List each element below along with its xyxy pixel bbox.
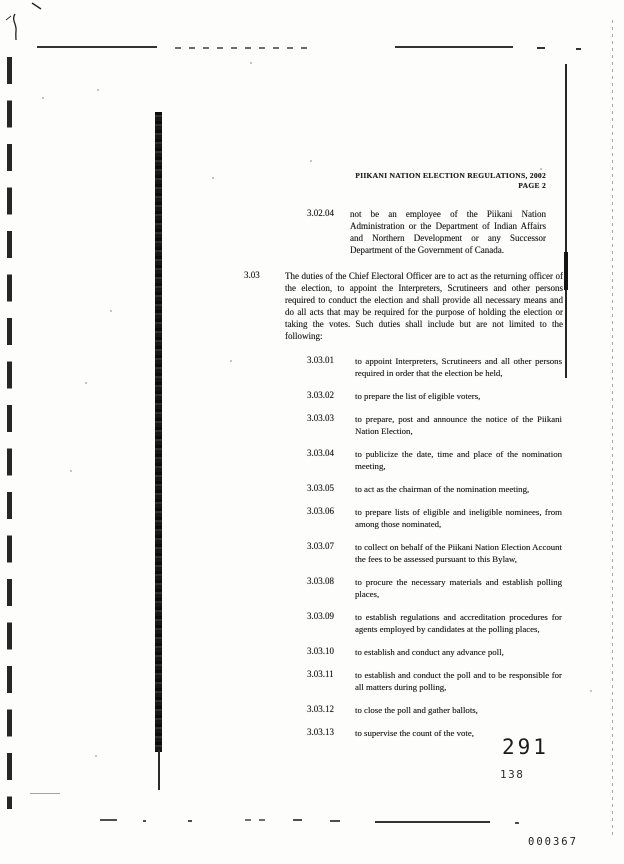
bottom-dash-a [30, 793, 60, 794]
clause-number: 3.02.04 [307, 208, 334, 218]
subclause-row [0, 413, 624, 437]
bottom-dash-f [293, 819, 302, 821]
bottom-dash-e [245, 819, 273, 821]
subclause-text: to prepare lists of eligible and ineligible nominees, from among those nominated, [355, 507, 562, 529]
scan-speck [212, 177, 214, 179]
page-header [355, 171, 546, 191]
subclause-number: 3.03.08 [307, 576, 334, 586]
pen-squiggle-mark [2, 0, 48, 44]
bottom-dash-b [100, 819, 117, 821]
subclause-number: 3.03.01 [307, 355, 334, 365]
scan-speck [42, 97, 44, 99]
top-scan-line-right [395, 46, 513, 48]
subclause-row [0, 355, 624, 379]
clause-text: The duties of the Chief Electoral Officer are to act as the returning officer of the election, to appoint the Interpreters, Scrutineers and other persons required to conduct the election and shall provide all necessary means and do all acts that may be required for the purpose of holding the election or taking the votes. Such duties shall include but are not limited to the following: [285, 271, 563, 341]
subclause-number: 3.03.09 [307, 611, 334, 621]
bottom-dash-c [143, 820, 146, 822]
scan-speck [95, 755, 97, 757]
subclause-text: to procure the necessary materials and establish polling places, [355, 577, 562, 599]
subclause-row [0, 669, 624, 693]
subclause-number: 3.03.10 [307, 646, 334, 656]
subclause-list [0, 355, 624, 750]
subclause-number: 3.03.12 [307, 704, 334, 714]
subclause-number: 3.03.07 [307, 541, 334, 551]
top-scan-tick-1 [537, 47, 545, 49]
subclause-number: 3.03.06 [307, 506, 334, 516]
right-fold-line [565, 64, 567, 378]
subclause-text: to close the poll and gather ballots, [355, 705, 478, 715]
bottom-dash-h [515, 822, 519, 824]
subclause-row [0, 483, 624, 495]
scan-speck [250, 62, 252, 64]
subclause-text: to establish and conduct any advance poll, [355, 647, 504, 657]
bottom-dash-d [188, 820, 192, 822]
subclause-text: to supervise the count of the vote, [355, 728, 474, 738]
subclause-row [0, 448, 624, 472]
subclause-row [0, 390, 624, 402]
subclause-text: to prepare the list of eligible voters, [355, 391, 481, 401]
subclause-text: to collect on behalf of the Piikani Nation Election Account the fees to be assessed pursuant to this Bylaw, [355, 542, 562, 564]
subclause-row [0, 611, 624, 635]
bottom-dash-g [330, 820, 340, 822]
scan-speck [97, 89, 99, 91]
subclause-text: to establish and conduct the poll and to be responsible for all matters during polling, [355, 670, 562, 692]
subclause-number: 3.03.05 [307, 483, 334, 493]
bottom-scan-line [375, 821, 490, 823]
small-page-stamp: 138 [500, 768, 525, 781]
subclause-row [0, 506, 624, 530]
subclause-number: 3.03.02 [307, 390, 334, 400]
scan-speck [110, 310, 112, 312]
subclause-row [0, 646, 624, 658]
top-scan-dashes [175, 47, 310, 49]
subclause-row [0, 704, 624, 716]
scan-speck [540, 168, 542, 170]
subclause-row [0, 576, 624, 600]
subclause-text: to publicize the date, time and place of the nomination meeting, [355, 449, 562, 471]
subclause-row [0, 541, 624, 565]
scan-speck [310, 160, 312, 162]
handwritten-page-stamp: 291 [502, 735, 549, 759]
clause-text: not be an employee of the Piikani Nation Administration or the Department of Indian Affairs and Northern Development or any Successor Department of the Government of Canada. [350, 209, 546, 255]
subclause-number: 3.03.13 [307, 727, 334, 737]
subclause-text: to appoint Interpreters, Scrutineers and all other persons required in order that the election be held, [355, 356, 562, 378]
subclause-number: 3.03.04 [307, 448, 334, 458]
clause-number: 3.03 [244, 270, 260, 280]
subclause-number: 3.03.11 [307, 669, 334, 679]
right-fold-line-thick [564, 252, 568, 290]
subclause-text: to establish regulations and accreditation procedures for agents employed by candidates at the polling places, [355, 612, 562, 634]
document-title: PIIKANI NATION ELECTION REGULATIONS, 2002 [355, 171, 546, 180]
top-scan-line-left [37, 46, 157, 48]
page-number-label: PAGE 2 [518, 181, 546, 190]
bates-number: 000367 [528, 836, 578, 848]
top-scan-tick-2 [576, 48, 581, 50]
subclause-text: to prepare, post and announce the notice of the Piikani Nation Election, [355, 414, 562, 436]
spine-shadow-tail [158, 750, 160, 790]
subclause-text: to act as the chairman of the nomination meeting, [355, 484, 530, 494]
subclause-number: 3.03.03 [307, 413, 334, 423]
